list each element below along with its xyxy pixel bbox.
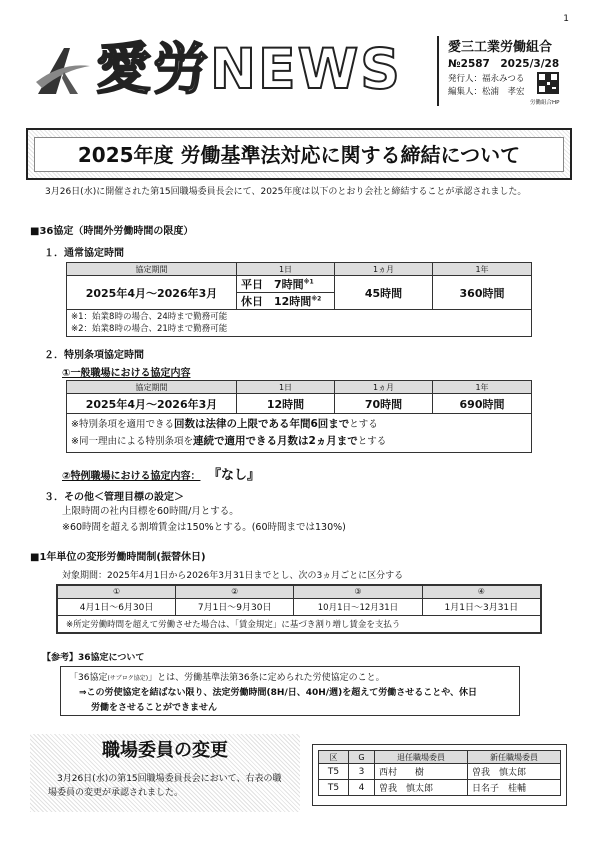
normal-hours-heading: １．通常協定時間 [44,248,124,259]
special-notes [67,414,532,453]
col-month: 1ヵ月 [335,263,433,276]
flex-note: ※所定労働時間を超えて労働させた場合は、「賃金規定」に基づき割り増し賃金を支払う [57,615,541,633]
reference-line-2: ⇒この労使協定を結ばない限り、法定労働時間(8H/日、40H/週)を超えて労働させることや、休日 [79,688,478,698]
quarter-1-range: 4月1日～6月30日 [57,598,176,615]
col-district: 区 [319,751,349,764]
quarter-2-header: ② [176,585,294,598]
intro-text: 3月26日(水)に開催された第15回職場委員長会にて、2025年度は以下のとおり会社と締結することが承認されました。 [45,187,527,197]
newsletter-logo: 愛労NEWS [96,37,402,101]
col-day: 1日 [237,263,335,276]
other-heading: ３．その他＜管理目標の設定＞ [44,492,184,503]
flex-heading: ■1年単位の変形労働時間制(振替休日) [30,552,206,563]
other-line-2: ※60時間を超える割増賃金は150%とする。(60時間までは130%) [62,522,346,533]
note-1: ※1：始業8時の場合、24時まで勤務可能 [71,312,228,322]
reference-line-1: 「36協定(サブロク協定)」とは、労働基準法第36条に定められた労使協定のこと。 [69,673,385,683]
table-row: T5 4 曽我 慎太郎 日名子 桂輔 [319,780,561,796]
section-36-heading: ■36協定（時間外労働時間の限度） [30,226,194,237]
page-title: 2025年度 労働基準法対応に関する締結について [34,137,564,172]
special-year: 690時間 [433,394,532,414]
publisher: 発行人：福永みつる [448,74,525,84]
col-day: 1日 [237,381,335,394]
col-year: 1年 [433,381,532,394]
col-year: 1年 [433,263,532,276]
special-note-1: ※特別条項を適用できる回数は法律の上限である年間6回までとする [71,418,378,430]
col-period: 協定期間 [67,381,237,394]
col-month: 1ヵ月 [335,381,433,394]
quarter-4-header: ④ [422,585,541,598]
flex-table [56,584,542,634]
quarter-2-range: 7月1日～9月30日 [176,598,294,615]
union-name: 愛三工業労働組合 [448,40,553,55]
reference-line-3: 労働をさせることができません [91,703,218,713]
col-new: 新任職場委員 [468,751,561,764]
special-period: 2025年4月～2026年3月 [67,394,237,414]
reference-box [60,666,520,716]
special-month: 70時間 [335,394,433,414]
normal-month: 45時間 [335,276,433,310]
special-workplace: ②特例職場における協定内容： 『なし』 [62,468,260,483]
quarter-1-header: ① [57,585,176,598]
special-hours-table [66,380,532,453]
editor: 編集人：松浦 孝宏 [448,87,525,97]
flex-period-text: 対象期間：2025年4月1日から2026年3月31日までとし、次の3ヵ月ごとに区分する [62,571,404,581]
qr-label: 労働組合HP [530,100,560,106]
qr-code-icon[interactable] [537,72,559,94]
other-line-1: 上限時間の社内目標を60時間/月とする。 [62,506,239,517]
quarter-3-header: ③ [294,585,423,598]
col-retiring: 退任職場委員 [375,751,468,764]
page-number: 1 [563,14,569,24]
table-row: T5 3 西村 樹 曽我 慎太郎 [319,764,561,780]
holiday-hours: 休日 12時間$^{※2}$ [237,293,335,310]
quarter-3-range: 10月1日～12月31日 [294,598,423,615]
special-day: 12時間 [237,394,335,414]
note-2: ※2：始業8時の場合、21時まで勤務可能 [71,324,228,334]
quarter-4-range: 1月1日～3月31日 [422,598,541,615]
committee-table [318,750,561,796]
normal-year: 360時間 [433,276,532,310]
union-logo-icon [34,42,92,100]
special-hours-heading: ２．特別条項協定時間 [44,350,144,361]
reference-label: 【参考】36協定について [42,653,145,663]
general-workplace-heading: ①一般職場における協定内容 [62,368,191,379]
committee-text: 3月26日(水)の第15回職場委員長会において、右表の職場委員の変更が承認されました。 [48,774,282,798]
normal-hours-table [66,262,532,337]
issue-number: №2587 2025/3/28 [448,58,560,70]
publisher-info [448,73,525,99]
committee-title: 職場委員の変更 [102,740,228,761]
col-group: G [349,751,375,764]
col-period: 協定期間 [67,263,237,276]
normal-notes [67,310,532,337]
normal-period: 2025年4月～2026年3月 [67,276,237,310]
masthead-divider [437,36,439,106]
special-note-2: ※同一理由による特別条項を連続で適用できる月数は2ヵ月までとする [71,435,387,447]
weekday-hours: 平日 7時間$^{※1}$ [237,276,335,293]
